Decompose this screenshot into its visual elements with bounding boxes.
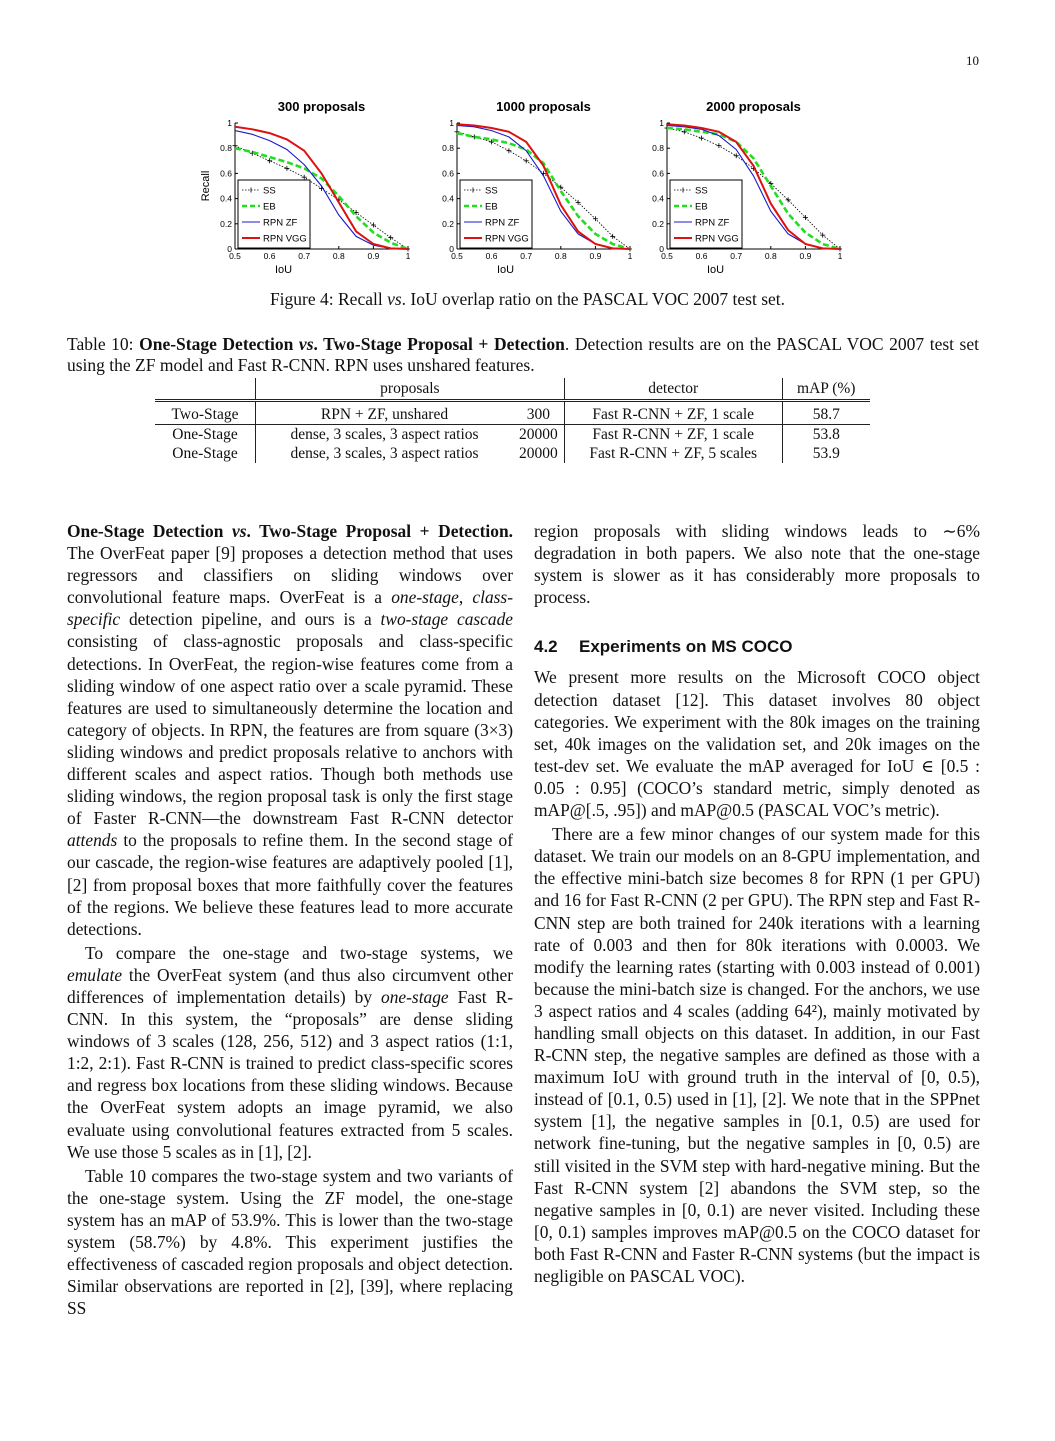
svg-text:Recall: Recall: [200, 170, 212, 202]
svg-text:0.6: 0.6: [442, 168, 454, 179]
svg-text:1: 1: [405, 251, 410, 261]
svg-text:0.9: 0.9: [367, 251, 380, 261]
svg-text:0.8: 0.8: [652, 143, 664, 154]
chart-title: 2000 proposals: [706, 99, 801, 114]
svg-text:1: 1: [837, 251, 842, 261]
chart-title: 1000 proposals: [496, 99, 591, 114]
line-chart: [627, 95, 842, 280]
svg-text:0.4: 0.4: [442, 193, 454, 204]
chart-1000-proposals: [417, 95, 632, 280]
legend-entry: RPN ZF: [263, 217, 298, 229]
svg-text:0.6: 0.6: [485, 251, 498, 261]
svg-text:0.8: 0.8: [554, 251, 567, 261]
table-row: Two-Stage RPN + ZF, unshared 300 Fast R-CNN + ZF, 1 scale 58.7: [155, 401, 870, 425]
svg-text:0: 0: [659, 244, 664, 254]
paragraph-coco-changes: There are a few minor changes of our system made for this dataset. We train our models on an 8-GPU implementation, and the effective mini-batch size becomes 8 for RPN (1 per GPU) and 16 for Fast R-CNN (2 per GPU). The RPN step and Fast R-CNN step are both trained for 240k iterations with a learning rate of 0.003 and then for 80k iterations with 0.0003. We modify the learning rates (starting with 0.003 instead of 0.001) because the mini-batch size is changed. For the anchors, we use 3 aspect ratios and 4 scales (adding 64²), mainly motivated by handling small objects on this dataset. In addition, in our Fast R-CNN step, the negative samples are defined as those with a maximum IoU with ground truth in the interval of [0, 0.5), instead of [0.1, 0.5) used in [1], [2]. We note that in the SPPnet system [1], the negative samples in [0.1, 0.5) are used for network fine-tuning, but the negative samples in [0, 0.5) are still visited in the SVM step with hard-negative mining. But the Fast R-CNN system [2] abandons the SVM step, so the negative samples in [0, 0.1) are never visited. Including these [0, 0.1) samples improves mAP@0.5 on the COCO dataset for both Fast R-CNN and Faster R-CNN systems (but the impact is negligible on PASCAL VOC).: [534, 824, 980, 1286]
svg-text:0.9: 0.9: [589, 251, 602, 261]
svg-text:0.5: 0.5: [661, 251, 673, 261]
svg-text:0.6: 0.6: [263, 251, 276, 261]
svg-text:0.6: 0.6: [695, 251, 708, 261]
recall-iou-figure: [195, 95, 855, 280]
legend-entry: RPN VGG: [263, 233, 307, 245]
chart-title: 300 proposals: [277, 99, 366, 114]
svg-text:1: 1: [659, 118, 664, 128]
svg-text:0.2: 0.2: [442, 218, 454, 229]
svg-text:0.5: 0.5: [451, 251, 463, 261]
results-table: [155, 378, 870, 463]
svg-text:0.8: 0.8: [442, 143, 454, 154]
svg-text:1: 1: [449, 118, 454, 128]
paragraph-coco-intro: We present more results on the Microsoft COCO object detection dataset [12]. This dataset involves 80 object categories. We experiment with the 80k images on the training set, 40k images on the validation set, and 20k images on the test-dev set. We evaluate the mAP averaged for IoU ∈ [0.5 : 0.05 : 0.95] (COCO’s standard metric, simply denoted as mAP@[.5, .95]) and mAP@0.5 (PASCAL VOC’s metric).: [534, 667, 980, 821]
chart-2000-proposals: [627, 95, 842, 280]
svg-text:0.6: 0.6: [220, 168, 232, 179]
svg-text:0.6: 0.6: [652, 168, 664, 179]
line-chart: [195, 95, 410, 280]
table-caption: Table 10: One-Stage Detection vs. Two-Stage Proposal + Detection. Detection results are on the PASCAL VOC 2007 test set using the ZF model and Fast R-CNN. RPN uses unshared features.: [67, 334, 979, 375]
svg-text:0.8: 0.8: [220, 143, 232, 154]
legend-entry: EB: [485, 201, 498, 213]
left-column: [67, 520, 513, 1321]
paragraph-emulate-overfeat: To compare the one-stage and two-stage systems, we emulate the OverFeat system (and thus also circumvent other differences of implementation details) by one-stage Fast R-CNN. In this system, the “proposals” are dense sliding windows of 3 scales (128, 256, 512) and 3 aspect ratios (1:1, 1:2, 2:1). Fast R-CNN is trained to predict class-specific scores and regress box locations from these sliding windows. Because the OverFeat system adopts an image pyramid, we also evaluate using convolutional features extracted from 5 scales. We use those 5 scales as in [1], [2].: [67, 942, 513, 1162]
svg-text:1: 1: [627, 251, 632, 261]
svg-text:0.4: 0.4: [652, 193, 664, 204]
svg-text:0.2: 0.2: [220, 218, 232, 229]
paragraph-one-stage-vs-two-stage: One-Stage Detection vs. Two-Stage Proposal + Detection. The OverFeat paper [9] proposes a detection method that uses regressors and classifiers on sliding windows over convolutional feature maps. OverFeat is a one-stage, class-specific detection pipeline, and ours is a two-stage cascade consisting of class-agnostic proposals and class-specific detections. In OverFeat, the region-wise features come from a sliding window of one aspect ratio over a scale pyramid. These features are used to simultaneously determine the location and category of objects. In RPN, the features are from square (3×3) sliding windows and predict proposals relative to anchors with different scales and aspect ratios. Though both methods use sliding windows, the region proposal task is only the first stage of Faster R-CNN—the downstream Fast R-CNN detector attends to the proposals to refine them. In the second stage of our cascade, the region-wise features are adaptively pooled [1], [2] from proposal boxes that more faithfully cover the features of the regions. We believe these features lead to more accurate detections.: [67, 521, 513, 939]
legend-entry: SS: [263, 185, 276, 197]
paragraph-continuation: region proposals with sliding windows leads to ∼6% degradation in both papers. We also note that the one-stage system is slower as it has considerably more proposals to process.: [534, 521, 980, 608]
right-column: [534, 520, 980, 1289]
svg-text:0.8: 0.8: [332, 251, 345, 261]
svg-text:1: 1: [227, 118, 232, 128]
svg-text:0.7: 0.7: [520, 251, 533, 261]
legend-entry: RPN VGG: [695, 233, 739, 245]
chart-300-proposals: [195, 95, 410, 280]
svg-text:IoU: IoU: [496, 264, 515, 276]
legend-entry: RPN ZF: [485, 217, 520, 229]
legend-entry: EB: [263, 201, 276, 213]
svg-text:0.4: 0.4: [220, 193, 232, 204]
svg-text:0.7: 0.7: [298, 251, 311, 261]
paragraph-table10-comparison: Table 10 compares the two-stage system and two variants of the one-stage system. Using the ZF model, the one-stage system has an mAP of 53.9%. This is lower than the two-stage system (58.7%) by 4.8%. This experiment justifies the effectiveness of cascaded region proposals and object detection. Similar observations are reported in [2], [39], where replacing SS: [67, 1165, 513, 1319]
section-heading: 4.2 Experiments on MS COCO: [534, 637, 793, 657]
header-proposals: proposals: [256, 378, 565, 401]
legend-entry: SS: [485, 185, 498, 197]
table-row: One-Stage dense, 3 scales, 3 aspect ratios 20000 Fast R-CNN + ZF, 1 scale 53.8: [155, 425, 870, 445]
svg-text:0: 0: [227, 244, 232, 254]
page-number: 10: [966, 53, 979, 68]
svg-text:IoU: IoU: [706, 264, 725, 276]
header-detector: detector: [564, 378, 782, 401]
legend-entry: EB: [695, 201, 708, 213]
svg-text:0.8: 0.8: [764, 251, 777, 261]
svg-text:0.9: 0.9: [799, 251, 812, 261]
svg-text:0.5: 0.5: [229, 251, 241, 261]
figure-caption: Figure 4: Recall vs. IoU overlap ratio on the PASCAL VOC 2007 test set.: [269, 289, 786, 309]
svg-text:0.7: 0.7: [730, 251, 743, 261]
table-header-row: [155, 378, 870, 401]
table-row: One-Stage dense, 3 scales, 3 aspect ratios 20000 Fast R-CNN + ZF, 5 scales 53.9: [155, 444, 870, 463]
line-chart: [417, 95, 632, 280]
svg-text:0.2: 0.2: [652, 218, 664, 229]
legend-entry: RPN VGG: [485, 233, 529, 245]
legend-entry: SS: [695, 185, 708, 197]
header-map: mAP (%): [782, 378, 870, 401]
svg-text:IoU: IoU: [274, 264, 293, 276]
legend-entry: RPN ZF: [695, 217, 730, 229]
svg-text:0: 0: [449, 244, 454, 254]
